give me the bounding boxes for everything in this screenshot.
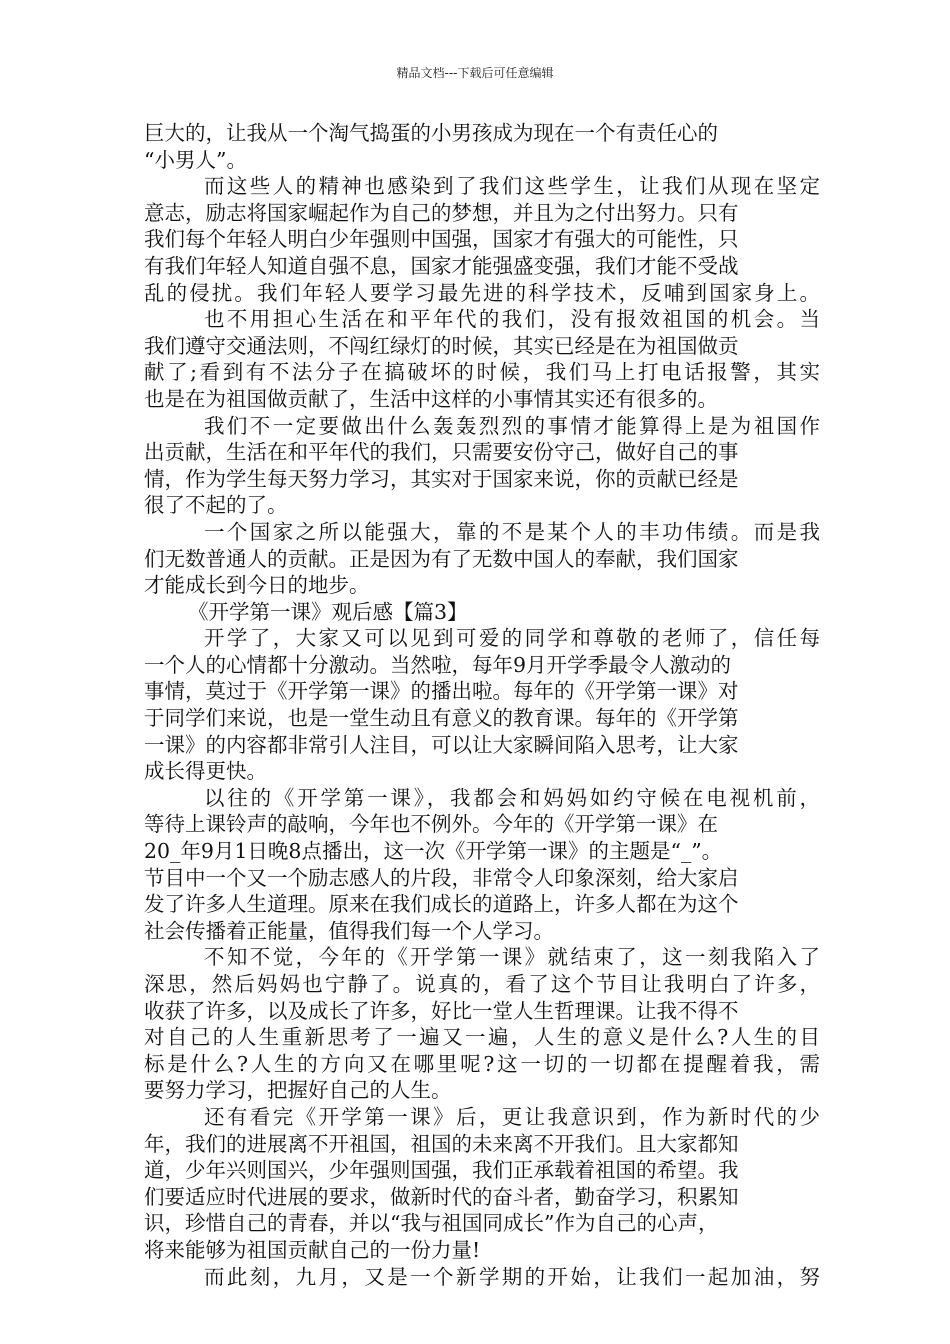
text-line: 一课》的内容都非常引人注目，可以让大家瞬间陷入思考，让大家 <box>144 732 739 757</box>
text-line: 社会传播着正能量，值得我们每一个人学习。 <box>144 918 554 943</box>
text-line: 20_年9月1日晚8点播出，这一次《开学第一课》的主题是“_”。 <box>144 839 723 864</box>
text-line: 道，少年兴则国兴，少年强则国强，我们正承载着祖国的希望。我 <box>144 1158 739 1183</box>
text-line: 有我们年轻人知道自强不息，国家才能强盛变强，我们才能不受战 <box>144 253 739 278</box>
text-line: 也是在为祖国做贡献了，生活中这样的小事情其实还有很多的。 <box>144 386 718 411</box>
paragraph-start-line: 还有看完《开学第一课》后，更让我意识到，作为新时代的少 <box>204 1104 823 1129</box>
text-line: 巨大的，让我从一个淘气捣蛋的小男孩成为现在一个有责任心的 <box>144 121 718 145</box>
text-line: 标是什么?人生的方向又在哪里呢?这一切的一切都在提醒着我，需 <box>144 1051 823 1076</box>
paragraph-start-line: 以往的《开学第一课》，我都会和妈妈如约守候在电视机前， <box>204 785 823 810</box>
paragraph-start-line: 开学了，大家又可以见到可爱的同学和尊敬的老师了，信任每 <box>204 626 823 651</box>
text-line: 识，珍惜自己的青春，并以“我与祖国同成长”作为自己的心声， <box>144 1211 719 1236</box>
paragraph-start-line: 而这些人的精神也感染到了我们这些学生，让我们从现在坚定 <box>204 174 823 199</box>
text-line: 节目中一个又一个励志感人的片段，非常令人印象深刻，给大家启 <box>144 865 739 890</box>
text-line: 于同学们来说，也是一堂生动且有意义的教育课。每年的《开学第 <box>144 706 739 731</box>
text-line: 意志，励志将国家崛起作为自己的梦想，并且为之付出努力。只有 <box>144 200 739 225</box>
text-line: 要努力学习，把握好自己的人生。 <box>144 1078 452 1103</box>
paragraph-start-line: 而此刻，九月，又是一个新学期的开始，让我们一起加油，努 <box>204 1264 823 1289</box>
text-line: 们无数普通人的贡献。正是因为有了无数中国人的奉献，我们国家 <box>144 546 739 571</box>
page-header: 精品文档---下载后可任意编辑 <box>396 66 554 80</box>
text-line: 我们遵守交通法则，不闯红绿灯的时候，其实已经是在为祖国做贡 <box>144 333 739 358</box>
text-line: 深思，然后妈妈也宁静了。说真的，看了这个节目让我明白了许多， <box>144 972 823 996</box>
text-line: 们要适应时代进展的要求，做新时代的奋斗者，勤奋学习，积累知 <box>144 1184 739 1209</box>
paragraph-start-line: 我们不一定要做出什么轰轰烈烈的事情才能算得上是为祖国作 <box>204 413 823 438</box>
text-line: 收获了许多，以及成长了许多，好比一堂人生哲理课。让我不得不 <box>144 998 739 1023</box>
text-line: 情，作为学生每天努力学习，其实对于国家来说，你的贡献已经是 <box>144 466 739 491</box>
text-line: 献了;看到有不法分子在搞破坏的时候，我们马上打电话报警，其实 <box>144 360 823 385</box>
text-line: 等待上课铃声的敲响，今年也不例外。今年的《开学第一课》在 <box>144 812 718 837</box>
text-line: 我们每个年轻人明白少年强则中国强，国家才有强大的可能性，只 <box>144 227 739 252</box>
text-line: 对自己的人生重新思考了一遍又一遍，人生的意义是什么?人生的目 <box>144 1025 823 1050</box>
text-line: 出贡献，生活在和平年代的我们，只需要安份守己，做好自己的事 <box>144 440 739 465</box>
text-line: 将来能够为祖国贡献自己的一份力量! <box>144 1237 481 1262</box>
text-line: 事情，莫过于《开学第一课》的播出啦。每年的《开学第一课》对 <box>144 679 739 704</box>
text-line: 很了不起的了。 <box>144 493 288 518</box>
text-line: 年，我们的进展离不开祖国，祖国的未来离不开我们。且大家都知 <box>144 1131 739 1156</box>
text-line: 乱的侵扰。我们年轻人要学习最先进的科学技术，反哺到国家身上。 <box>144 280 823 305</box>
text-line: 一个人的心情都十分激动。当然啦，每年9月开学季最令人激动的 <box>144 652 732 677</box>
paragraph-start-line: 也不用担心生活在和平年代的我们，没有报效祖国的机会。当 <box>204 307 823 332</box>
text-line: 发了许多人生道理。原来在我们成长的道路上，许多人都在为这个 <box>144 892 739 917</box>
text-line: “小男人”。 <box>144 147 247 172</box>
text-line: 成长得更快。 <box>144 759 267 784</box>
paragraph-start-line: 不知不觉，今年的《开学第一课》就结束了，这一刻我陷入了 <box>204 945 823 970</box>
document-body <box>144 120 823 1290</box>
text-line: 才能成长到今日的地步。 <box>144 573 370 598</box>
paragraph-start-line: 一个国家之所以能强大，靠的不是某个人的丰功伟绩。而是我 <box>204 519 823 544</box>
section-heading: 《开学第一课》观后感【篇3】 <box>188 599 468 624</box>
